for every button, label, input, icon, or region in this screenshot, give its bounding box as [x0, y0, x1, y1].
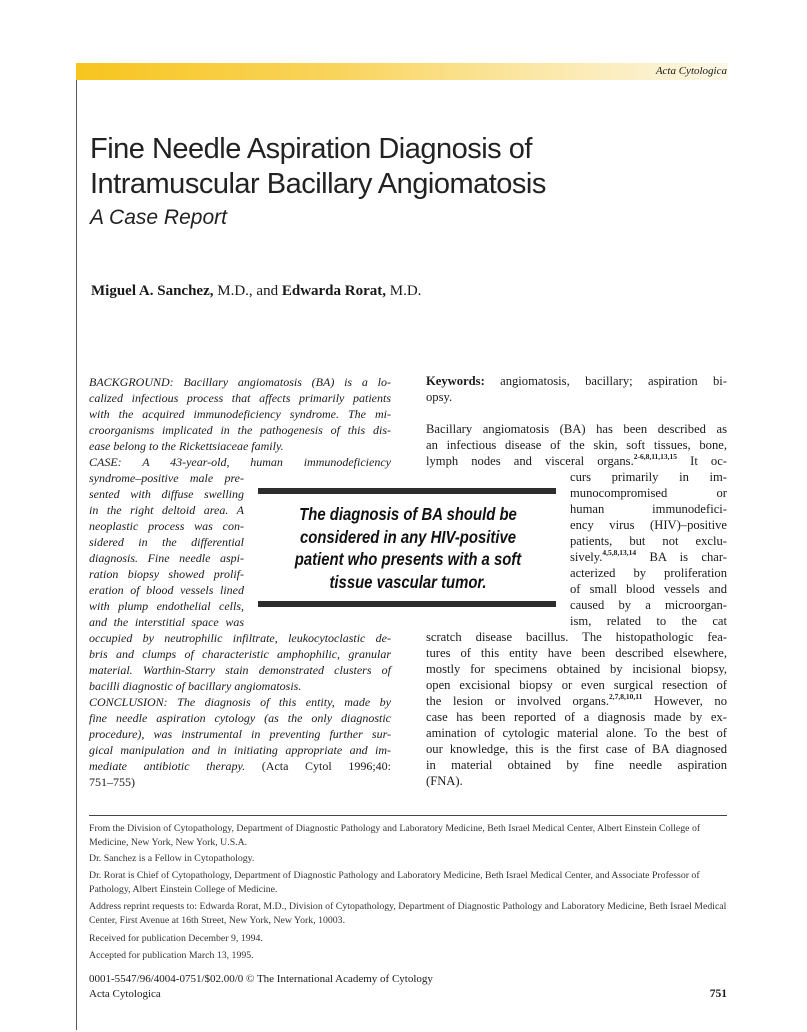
header-bar [76, 63, 728, 80]
body-text: lymph nodes and visceral organs. [426, 454, 634, 468]
body-line: ism, related to the cat [570, 614, 727, 628]
footnote-affiliation: From the Division of Cytopathology, Department of Diagnostic Pathology and Laboratory Medicine, Beth Israel Medical Center, Albert Einstein College of Medicine, New York, New York, U.S.A. [89, 823, 701, 848]
abstract-line: diagnosis. Fine needle aspi- [89, 551, 244, 565]
abstract-line: bris and clumps of characteristic amphophilic, granular [89, 647, 391, 661]
body-line [570, 549, 727, 565]
body-line: patients, but not exclu- [570, 534, 727, 548]
article-title [90, 132, 710, 202]
abstract-line: calized infectious process that affects primarily patients [89, 391, 391, 405]
abstract-line: with the acquired immunodeficiency syndrome. The mi- [89, 407, 391, 421]
abstract-line: with plump endothelial cells, [89, 599, 244, 613]
body-line [426, 453, 727, 469]
abstract-line: and the interstitial space was [89, 615, 244, 629]
body-line: open excisional biopsy or even surgical resection of [426, 678, 727, 692]
page-number: 751 [709, 988, 727, 1000]
abstract-line: occupied by neutrophilic infiltrate, leukocytoclastic de- [89, 631, 391, 645]
keywords-line-2: opsy. [426, 390, 453, 404]
body-text: the lesion or involved organs. [426, 694, 610, 708]
footnote-rule [89, 815, 727, 816]
pull-quote: The diagnosis of BA should be considered in any HIV-positive patient who presents with a soft tissue vascular tumor. [294, 504, 522, 592]
title-line-2: Intramuscular Bacillary Angiomatosis [90, 168, 546, 200]
body-line: munocompromised or [570, 486, 727, 500]
body-line: an infectious disease of the skin, soft tissues, bone, [426, 438, 727, 452]
body-line: in material obtained by fine needle aspiration [426, 758, 727, 772]
body-line: acterized by proliferation [570, 566, 727, 580]
body-line: tures of this entity have been described elsewhere, [426, 646, 727, 660]
author-2-degree: M.D. [386, 283, 422, 299]
abstract-line-with-citation [89, 758, 391, 774]
body-line: caused by a microorgan- [570, 598, 727, 612]
citation-part-2: 751–755) [89, 775, 135, 789]
abstract-line: mediate antibiotic therapy. [89, 759, 246, 773]
article-subtitle: A Case Report [90, 206, 227, 229]
abstract-line: procedure), was instrumental in preventing further sur- [89, 727, 391, 741]
footnote-author-1: Dr. Sanchez is a Fellow in Cytopathology. [89, 853, 255, 864]
footnote-author-2: Dr. Rorat is Chief of Cytopathology, Department of Diagnostic Pathology and Laboratory Medicine, Beth Israel Medical Center, and Associate Professor of Pathology, Albert Einstein College of Medicine. [89, 870, 700, 895]
abstract-line: gical manipulation and in initiating appropriate and im- [89, 743, 391, 757]
body-line: of small blood vessels and [570, 582, 727, 596]
abstract-line: CASE: A 43-year-old, human immunodeficiency [89, 455, 391, 469]
body-text: sively. [570, 550, 603, 564]
pullquote-bottom-rule [258, 601, 556, 607]
citation-part-1: (Acta Cytol 1996;40: [245, 759, 391, 773]
abstract-line: in the right deltoid area. A [89, 503, 244, 517]
footer-journal: Acta Cytologica [89, 988, 161, 1000]
footnote-received: Received for publication December 9, 1994. [89, 933, 263, 944]
body-line [426, 693, 727, 709]
author-1-degree: M.D., [213, 283, 257, 299]
body-line: ency virus (HIV)–positive [570, 518, 727, 532]
author-conjunction: and [256, 283, 282, 299]
footnote-reprints: Address reprint requests to: Edwarda Rorat, M.D., Division of Cytopathology, Department of Diagnostic Pathology and Laboratory Medicine, Beth Israel Medical Center, First Avenue at 16th Street, New York, New York, 10003. [89, 901, 727, 926]
abstract-line: croorganisms implicated in the pathogenesis of this dis- [89, 423, 391, 437]
issn-copyright: 0001-5547/96/4004-0751/$02.00/0 © The International Academy of Cytology [89, 973, 433, 985]
keywords-label: Keywords: [426, 374, 485, 388]
body-line: case has been reported of a diagnosis made by ex- [426, 710, 727, 724]
footnote-accepted: Accepted for publication March 13, 1995. [89, 950, 254, 961]
abstract-line: material. Warthin-Starry stain demonstrated clusters of [89, 663, 391, 677]
abstract-line: ease belong to the Rickettsiaceae family. [89, 439, 284, 453]
author-line [91, 283, 421, 300]
abstract-line: eration of blood vessels lined [89, 583, 244, 597]
author-2-name: Edwarda Rorat, [281, 283, 387, 299]
body-line: scratch disease bacillus. The histopathologic fea- [426, 630, 727, 644]
reference-superscript: 2-6,8,11,13,15 [633, 452, 678, 461]
abstract-line: sented with diffuse swelling [89, 487, 244, 501]
body-line: amination of cytologic material alone. To the best of [426, 726, 727, 740]
body-text: BA is char- [636, 550, 727, 564]
body-line: human immunodefici- [570, 502, 727, 516]
body-line: (FNA). [426, 774, 463, 788]
abstract-line: neoplastic process was con- [89, 519, 244, 533]
body-line: curs primarily in im- [570, 470, 727, 484]
body-line: mostly for specimens obtained by incisional biopsy, [426, 662, 727, 676]
title-line-1: Fine Needle Aspiration Diagnosis of [90, 133, 532, 165]
body-line: Bacillary angiomatosis (BA) has been described as [426, 422, 727, 436]
abstract-line: BACKGROUND: Bacillary angiomatosis (BA) is a lo- [89, 375, 391, 389]
reference-superscript: 4,5,8,13,14 [602, 548, 637, 557]
keywords-line [426, 373, 727, 389]
body-line: our knowledge, this is the first case of BA diagnosed [426, 742, 727, 756]
abstract-line: fine needle aspiration cytology (as the only diagnostic [89, 711, 391, 725]
keywords-text: angiomatosis, bacillary; aspiration bi- [484, 374, 727, 388]
pullquote-top-rule [258, 488, 556, 494]
author-1-name: Miguel A. Sanchez, [91, 283, 214, 299]
abstract-line: sidered in the differential [89, 535, 244, 549]
abstract-line: CONCLUSION: The diagnosis of this entity, made by [89, 695, 391, 709]
left-margin-rule [76, 80, 77, 1030]
abstract-line: syndrome–positive male pre- [89, 471, 244, 485]
reference-superscript: 2,7,8,10,11 [609, 692, 643, 701]
running-head-journal: Acta Cytologica [655, 65, 727, 77]
body-text: It oc- [677, 454, 727, 468]
abstract-line: ration biopsy showed prolif- [89, 567, 244, 581]
abstract-line: bacilli diagnostic of bacillary angiomatosis. [89, 679, 302, 693]
body-text: However, no [642, 694, 727, 708]
